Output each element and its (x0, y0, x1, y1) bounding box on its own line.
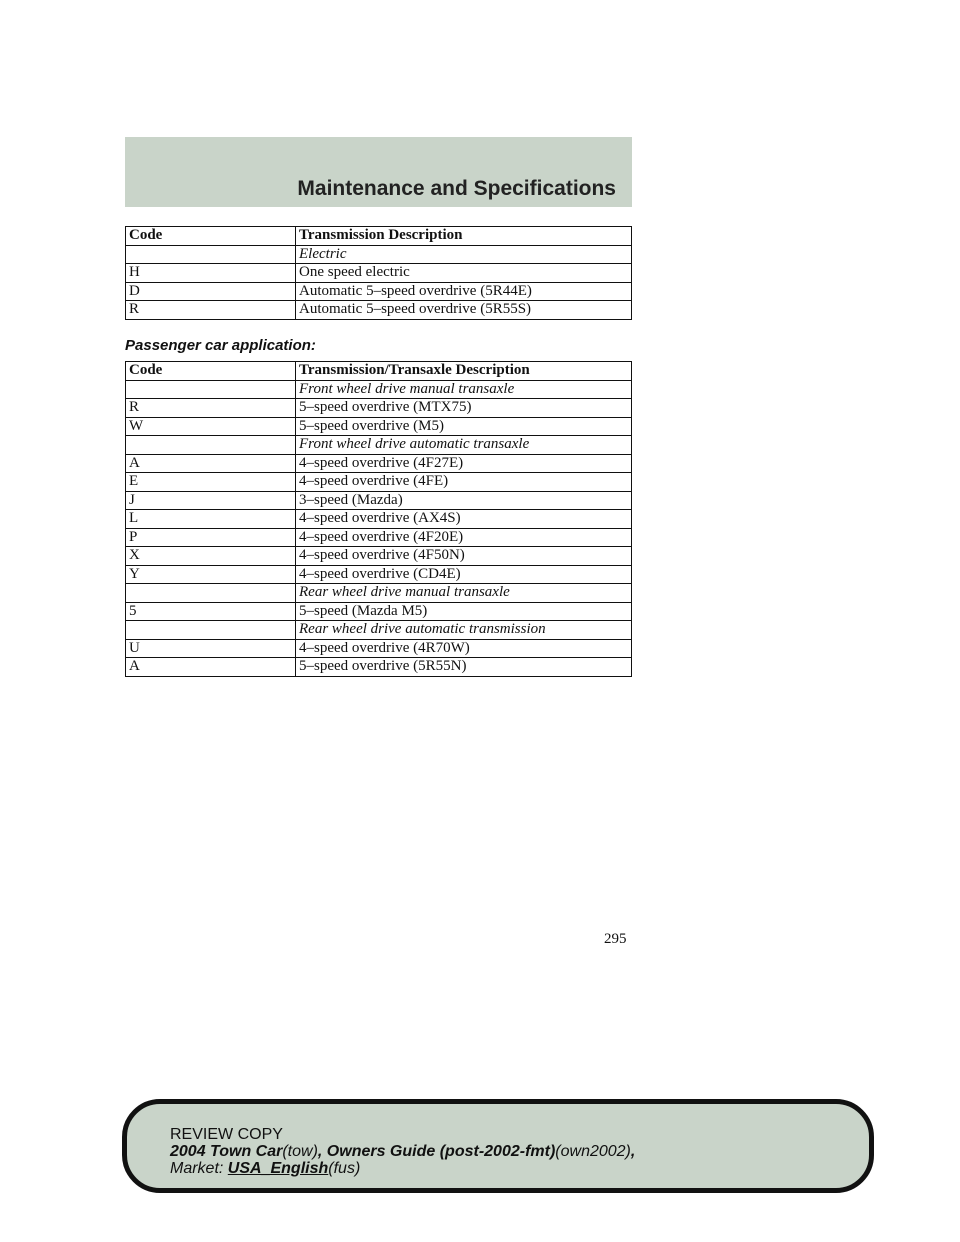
code-cell: P (126, 528, 296, 547)
code-cell (126, 380, 296, 399)
code-cell: U (126, 639, 296, 658)
code-cell: Y (126, 565, 296, 584)
table-body (126, 245, 632, 319)
description-cell: 4–speed overdrive (4F50N) (296, 547, 632, 566)
table-row (126, 491, 632, 510)
description-cell: 4–speed overdrive (4F27E) (296, 454, 632, 473)
category-row (126, 245, 632, 264)
table-header-row (126, 362, 632, 381)
code-cell (126, 621, 296, 640)
code-cell: E (126, 473, 296, 492)
category-row (126, 621, 632, 640)
code-cell: A (126, 658, 296, 677)
column-header-code: Code (126, 227, 296, 246)
table-row (126, 528, 632, 547)
footer-text (170, 1126, 635, 1177)
category-row (126, 436, 632, 455)
description-cell: 5–speed overdrive (MTX75) (296, 399, 632, 418)
description-cell: 5–speed overdrive (M5) (296, 417, 632, 436)
code-cell: X (126, 547, 296, 566)
description-cell: 4–speed overdrive (AX4S) (296, 510, 632, 529)
description-cell: 4–speed overdrive (4F20E) (296, 528, 632, 547)
footer-market: USA_English (227, 1160, 329, 1177)
table-row (126, 264, 632, 283)
passenger-car-label: Passenger car application: (125, 337, 316, 354)
footer-guide-code: (own2002) (555, 1143, 631, 1160)
table-row (126, 417, 632, 436)
footer-line-market (170, 1160, 635, 1177)
table-row (126, 639, 632, 658)
category-cell: Front wheel drive automatic transaxle (296, 436, 632, 455)
code-cell: R (126, 301, 296, 320)
description-cell: One speed electric (296, 264, 632, 283)
code-cell: H (126, 264, 296, 283)
category-cell: Rear wheel drive automatic transmission (296, 621, 632, 640)
table-row (126, 399, 632, 418)
footer-market-code: (fus) (328, 1160, 361, 1177)
description-cell: Automatic 5–speed overdrive (5R55S) (296, 301, 632, 320)
column-header-code: Code (126, 362, 296, 381)
table-row (126, 510, 632, 529)
footer-model-code: (tow) (282, 1143, 318, 1160)
section-title: Maintenance and Specifications (297, 177, 616, 200)
category-cell: Front wheel drive manual transaxle (296, 380, 632, 399)
category-cell: Rear wheel drive manual transaxle (296, 584, 632, 603)
footer-line-model (170, 1143, 635, 1160)
footer-line-review: REVIEW COPY (170, 1126, 283, 1143)
page-number: 295 (604, 931, 627, 947)
table-row (126, 473, 632, 492)
footer-guide: Owners Guide (post-2002-fmt) (326, 1143, 556, 1160)
code-cell (126, 245, 296, 264)
code-cell: A (126, 454, 296, 473)
review-copy-footer (122, 1099, 874, 1193)
table-row (126, 602, 632, 621)
section-header-band (125, 137, 632, 207)
category-row (126, 584, 632, 603)
table-row (126, 658, 632, 677)
description-cell: 5–speed overdrive (5R55N) (296, 658, 632, 677)
footer-model: 2004 Town Car (170, 1143, 283, 1160)
footer-market-label: Market: (170, 1160, 228, 1177)
table-row (126, 565, 632, 584)
footer-separator: , (630, 1143, 636, 1160)
description-cell: 4–speed overdrive (4FE) (296, 473, 632, 492)
category-cell: Electric (296, 245, 632, 264)
description-cell: 3–speed (Mazda) (296, 491, 632, 510)
table-header-row (126, 227, 632, 246)
code-cell: W (126, 417, 296, 436)
code-cell: R (126, 399, 296, 418)
code-cell: J (126, 491, 296, 510)
category-row (126, 380, 632, 399)
description-cell: 4–speed overdrive (4R70W) (296, 639, 632, 658)
table-row (126, 282, 632, 301)
code-cell (126, 436, 296, 455)
table-row (126, 454, 632, 473)
description-cell: 5–speed (Mazda M5) (296, 602, 632, 621)
code-cell (126, 584, 296, 603)
column-header-description: Transmission/Transaxle Description (296, 362, 632, 381)
column-header-description: Transmission Description (296, 227, 632, 246)
description-cell: 4–speed overdrive (CD4E) (296, 565, 632, 584)
table-row (126, 547, 632, 566)
code-cell: D (126, 282, 296, 301)
transmission-code-table (125, 226, 632, 320)
code-cell: L (126, 510, 296, 529)
table-row (126, 301, 632, 320)
description-cell: Automatic 5–speed overdrive (5R44E) (296, 282, 632, 301)
passenger-car-transmission-table (125, 361, 632, 677)
footer-separator: , (317, 1143, 327, 1160)
table-body (126, 380, 632, 676)
code-cell: 5 (126, 602, 296, 621)
